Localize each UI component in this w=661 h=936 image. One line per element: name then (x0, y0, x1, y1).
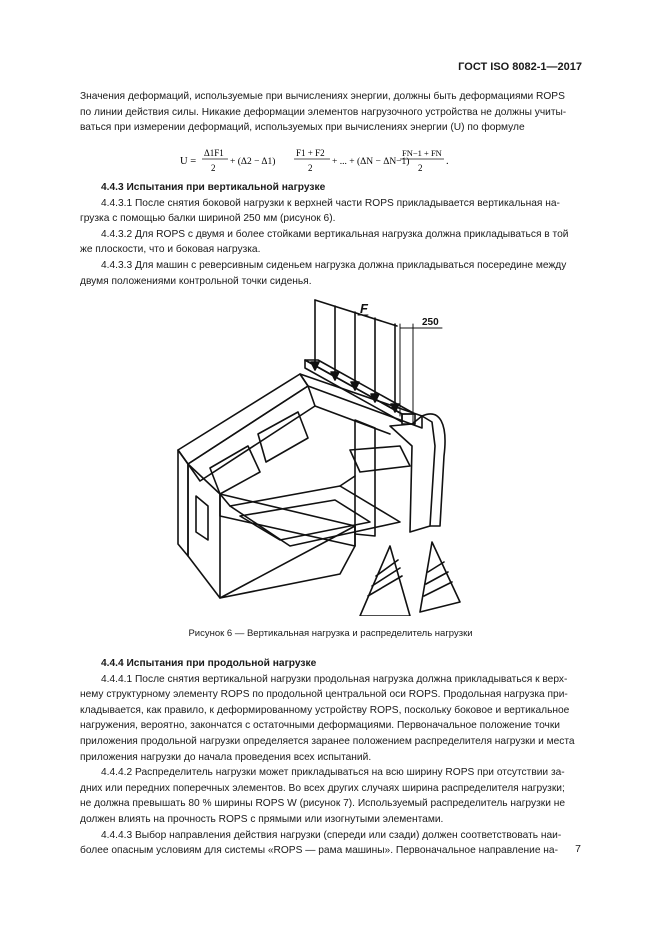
text-line: приложения нагрузки до начала проведения всех испытаний. (80, 751, 372, 763)
support-stands (360, 542, 460, 616)
width-dimension-label: 250 (422, 317, 439, 328)
figure-caption: Рисунок 6 — Вертикальная нагрузка и распределитель нагрузки (188, 628, 473, 639)
text-line: приложения продольной нагрузки определяется заранее положением распределителя нагрузки и места (80, 735, 575, 747)
text-line: нему структурному элементу ROPS по продольной центральной оси ROPS. Продольная нагрузка при- (80, 689, 568, 701)
section-4-4-3 (80, 180, 582, 289)
text-line: 4.4.3.1 После снятия боковой нагрузки к верхней части ROPS прикладывается вертикальная на- (101, 197, 560, 209)
section-4-4-4 (80, 656, 582, 859)
section-heading: 4.4.4 Испытания при продольной нагрузке (101, 658, 317, 669)
page-number: 7 (575, 843, 581, 855)
text-line: же плоскости, что и боковая нагрузка. (80, 244, 261, 256)
text-line: грузка с помощью балки шириной 250 мм (рисунок 6). (80, 213, 336, 225)
formula-t1-num: Δ1F1 (204, 148, 224, 158)
text-line: 4.4.4.3 Выбор направления действия нагрузки (спереди или сзади) должен соответствовать наи- (101, 829, 562, 841)
text-line: кладывается, как правило, к деформированному устройству ROPS, поскольку боковое и вертикальное (80, 704, 570, 716)
formula-lhs: U = (180, 156, 197, 167)
formula-t2-num: F1 + F2 (296, 148, 325, 158)
text-line: Значения деформаций, используемые при вычислениях энергии, должны быть деформациями ROPS (80, 91, 565, 102)
text-line: 4.4.3.3 Для машин с реверсивным сиденьем нагрузка должна прикладываться посередине между (101, 259, 567, 271)
text-line: более опасным условиям для системы «ROPS — рама машины». Первоначальное направление на- (80, 845, 558, 857)
intro-paragraph (80, 89, 582, 136)
section-heading: 4.4.3 Испытания при вертикальной нагрузке (101, 182, 326, 193)
text-line: по линии действия силы. Никакие деформации элементов нагрузочного устройства не должны учиты- (80, 106, 567, 118)
formula-t2-den: 2 (308, 163, 313, 173)
formula-t1-den: 2 (211, 163, 216, 173)
formula-end: . (446, 156, 449, 167)
text-line: дних или передних поперечных элементов. Во всех других случаях ширина распределителя нагрузки; (80, 782, 565, 794)
text-line: не должна превышать 80 % ширины ROPS W (рисунок 7). Используемый распределитель нагрузки не (80, 798, 566, 810)
text-line: должен влиять на прочность ROPS с прямыми или изогнутыми элементами. (80, 813, 444, 825)
load-distributor-beam (305, 360, 415, 424)
energy-formula (180, 142, 480, 182)
text-line: 4.4.4.1 После снятия вертикальной нагрузки продольная нагрузка должна прикладываться к верх- (101, 673, 568, 685)
formula-t3-pre: + ... + (ΔN − ΔN−1) (332, 157, 410, 167)
text-line: 4.4.4.2 Распределитель нагрузки может прикладываться на всю ширину ROPS при отсутствии за- (101, 767, 565, 779)
formula-t3-den: 2 (418, 163, 423, 173)
text-line: 4.4.3.2 Для ROPS с двумя и более стойками вертикальная нагрузка должна прикладываться в той (101, 228, 569, 240)
force-label: F (360, 301, 368, 316)
text-line: ваться при измерении деформаций, используемых при вычислениях энергии (U) по формуле (80, 122, 525, 134)
document-header: ГОСТ ISO 8082-1—2017 (458, 61, 582, 73)
text-line: двумя положениями контрольной точки сиденья. (80, 275, 312, 287)
figure-6-drawing (160, 296, 490, 616)
formula-t2-pre: + (Δ2 − Δ1) (230, 157, 276, 167)
formula-t3-num: FN−1 + FN (402, 148, 442, 158)
text-line: нагружения, вероятно, закончатся с остаточными деформациями. Первоначальное положение точки (80, 720, 560, 732)
